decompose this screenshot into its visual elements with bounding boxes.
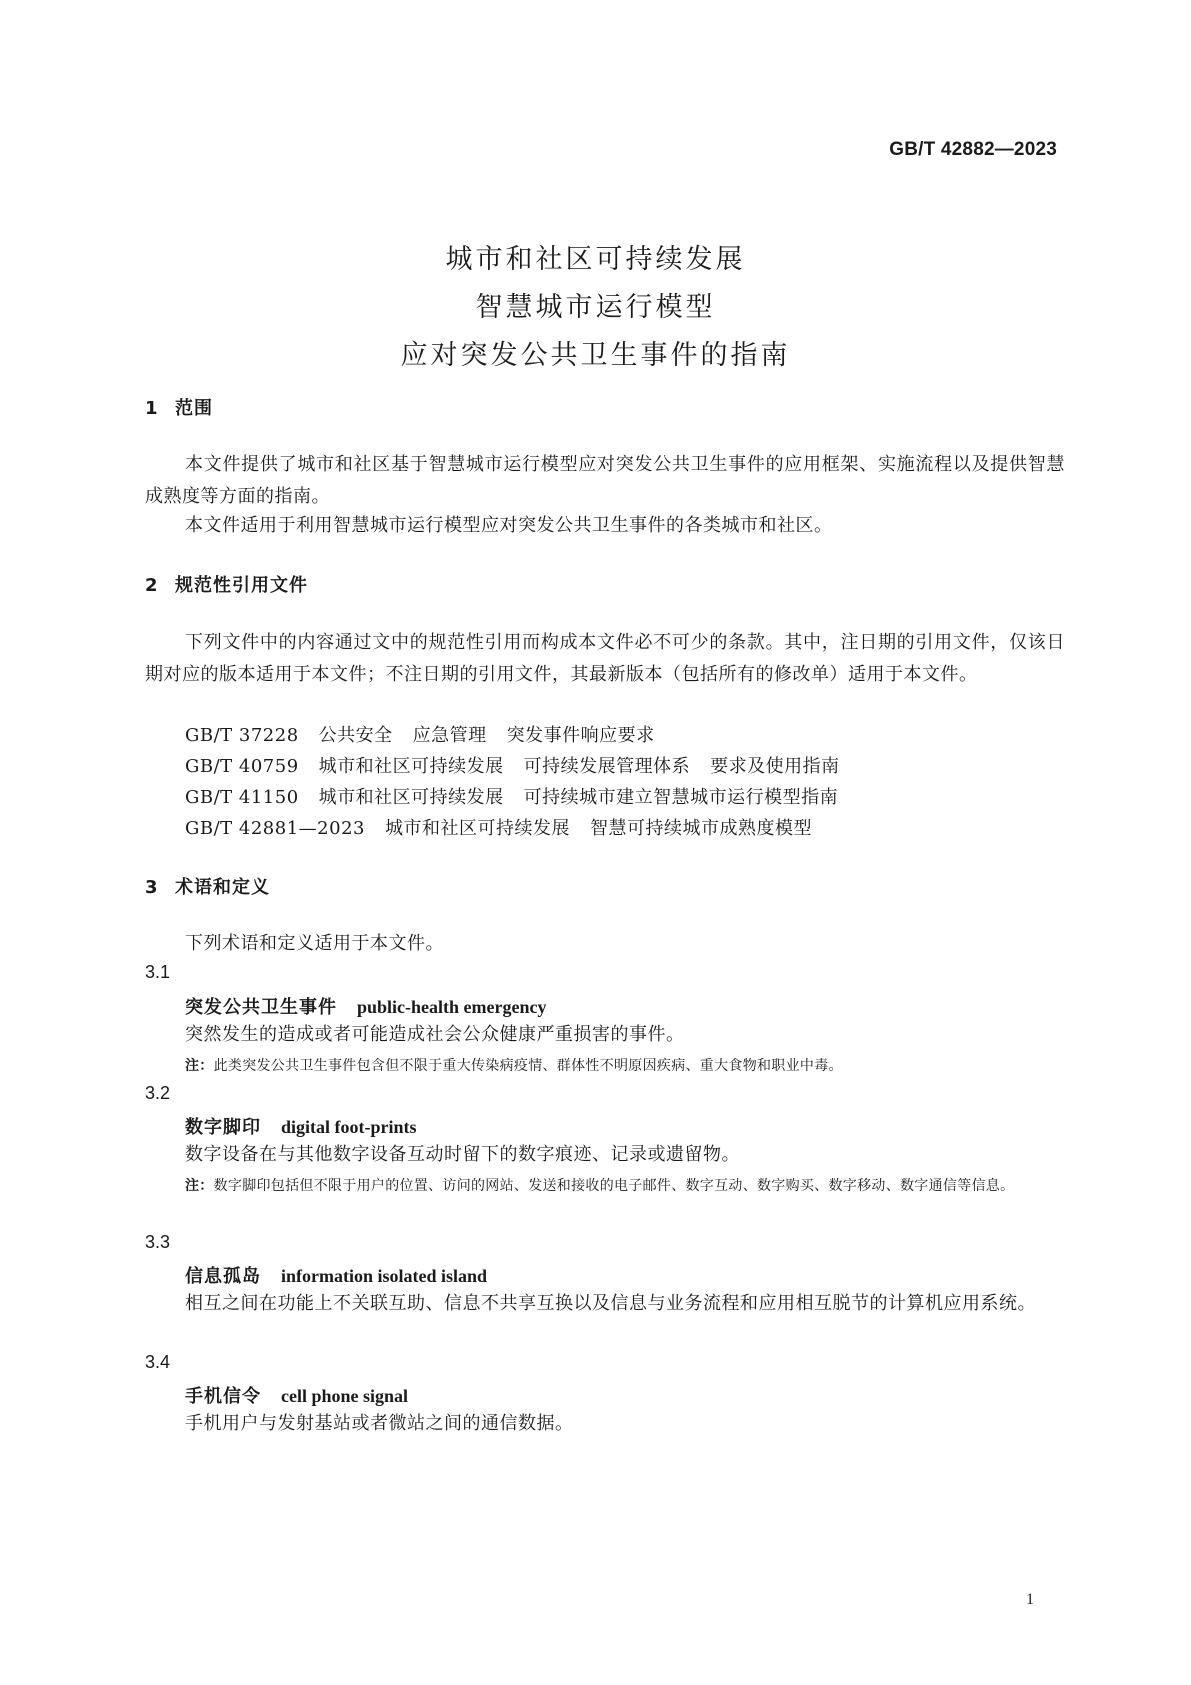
reference-title-part: 突发事件响应要求	[506, 725, 655, 746]
term-zh: 信息孤岛	[185, 1266, 261, 1287]
reference-title-part: 可持续发展管理体系	[523, 756, 691, 777]
reference-item	[185, 783, 838, 809]
term-definition: 数字设备在与其他数字设备互动时留下的数字痕迹、记录或遗留物。	[185, 1144, 740, 1165]
section-heading-scope	[145, 394, 213, 420]
term-zh: 突发公共卫生事件	[185, 997, 337, 1018]
term-heading	[185, 1382, 408, 1408]
reference-code: GB/T 37228	[185, 725, 299, 746]
reference-item	[185, 752, 840, 778]
terms-intro: 下列术语和定义适用于本文件。	[185, 933, 444, 954]
term-number: 3.3	[145, 1232, 171, 1252]
term-heading	[185, 1262, 487, 1288]
document-title	[0, 236, 1191, 380]
section-title: 范围	[175, 398, 213, 419]
term-note	[185, 1172, 1097, 1200]
section-heading-normative-references	[145, 571, 308, 597]
scope-paragraph-2: 本文件适用于利用智慧城市运行模型应对突发公共卫生事件的各类城市和社区。	[185, 515, 833, 536]
page-number: 1	[1026, 1591, 1034, 1608]
term-definition: 手机用户与发射基站或者微站之间的通信数据。	[185, 1413, 574, 1434]
term-definition: 突然发生的造成或者可能造成社会公众健康严重损害的事件。	[185, 1024, 685, 1045]
section-title: 术语和定义	[175, 877, 270, 898]
reference-title-part: 城市和社区可持续发展	[318, 756, 504, 777]
references-paragraph: 下列文件中的内容通过文中的规范性引用而构成本文件必不可少的条款。其中，注日期的引用文件，仅该日期对应的版本适用于本文件；不注日期的引用文件，其最新版本（包括所有的修改单）适用于本文件。	[145, 632, 1065, 685]
reference-title-part: 可持续城市建立智慧城市运行模型指南	[523, 787, 839, 808]
term-en: cell phone signal	[281, 1386, 409, 1406]
term-zh: 手机信令	[185, 1386, 261, 1407]
note-text: 此类突发公共卫生事件包含但不限于重大传染病疫情、群体性不明原因疾病、重大食物和职业中毒。	[213, 1058, 843, 1074]
reference-title-part: 要求及使用指南	[710, 756, 840, 777]
term-number: 3.2	[145, 1083, 171, 1103]
section-heading-terms	[145, 873, 270, 899]
term-heading	[185, 993, 546, 1019]
document-code: GB/T 42882—2023	[889, 139, 1057, 160]
title-line-2: 智慧城市运行模型	[475, 292, 716, 323]
note-label: 注：	[185, 1178, 214, 1194]
reference-title-part: 公共安全	[318, 725, 393, 746]
term-en: public-health emergency	[357, 997, 547, 1017]
scope-paragraph-1: 本文件提供了城市和社区基于智慧城市运行模型应对突发公共卫生事件的应用框架、实施流程以及提供智慧成熟度等方面的指南。	[145, 454, 1065, 507]
section-title: 规范性引用文件	[175, 575, 308, 596]
term-number: 3.4	[145, 1352, 171, 1372]
term-zh: 数字脚印	[185, 1117, 261, 1138]
reference-title-part: 智慧可持续城市成熟度模型	[589, 818, 812, 839]
reference-item	[185, 814, 812, 840]
term-definition: 相互之间在功能上不关联互助、信息不共享互换以及信息与业务流程和应用相互脱节的计算机应用系统。	[185, 1293, 1036, 1314]
note-text: 数字脚印包括但不限于用户的位置、访问的网站、发送和接收的电子邮件、数字互动、数字购买、数字移动、数字通信等信息。	[213, 1178, 1015, 1194]
term-en: information isolated island	[281, 1266, 488, 1286]
section-number: 2	[145, 575, 159, 596]
term-number: 3.1	[145, 962, 171, 982]
reference-code: GB/T 42881—2023	[185, 818, 365, 839]
reference-title-part: 城市和社区可持续发展	[318, 787, 504, 808]
reference-code: GB/T 40759	[185, 756, 299, 777]
note-label: 注：	[185, 1058, 214, 1074]
term-heading	[185, 1113, 417, 1139]
title-line-3: 应对突发公共卫生事件的指南	[400, 340, 791, 371]
reference-code: GB/T 41150	[185, 787, 299, 808]
title-line-1: 城市和社区可持续发展	[445, 244, 746, 275]
reference-title-part: 城市和社区可持续发展	[384, 818, 570, 839]
reference-title-part: 应急管理	[412, 725, 487, 746]
reference-item	[185, 721, 655, 747]
section-number: 3	[145, 877, 159, 898]
term-note	[185, 1052, 1097, 1080]
term-en: digital foot-prints	[281, 1117, 417, 1137]
section-number: 1	[145, 398, 159, 419]
